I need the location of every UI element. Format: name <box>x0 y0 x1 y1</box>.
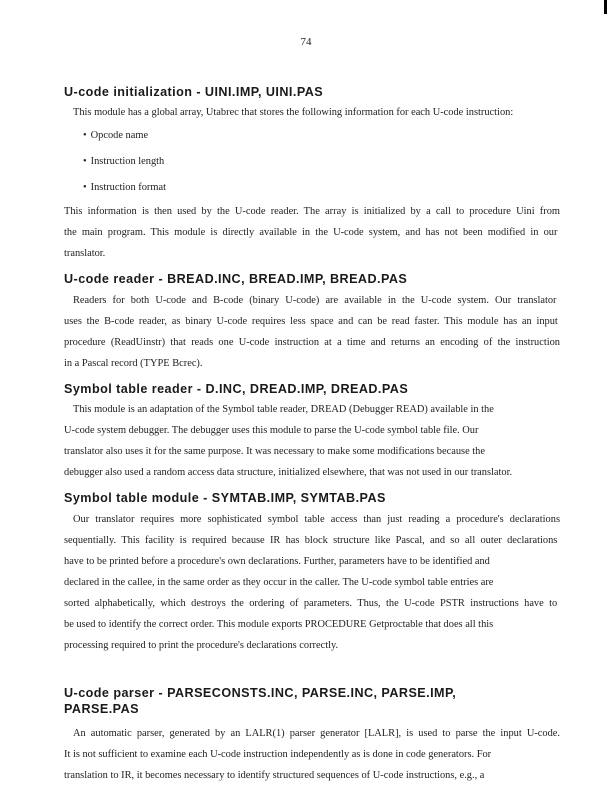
section-heading: U-code parser - PARSECONSTS.INC, PARSE.INC, PARSE.IMP, <box>64 686 457 700</box>
paragraph-line: sequentially. This facility is required because IR has block structure like Pascal, and so all outer declarations <box>64 535 558 546</box>
bullet-item: • Instruction length <box>83 155 164 168</box>
paragraph-line: This module is an adaptation of the Symbol table reader, DREAD (Debugger READ) available in the <box>73 404 494 415</box>
paragraph-line: translator. <box>64 248 106 259</box>
section-heading: U-code initialization - UINI.IMP, UINI.PAS <box>64 85 324 99</box>
paragraph-line: be used to identify the correct order. This module exports PROCEDURE Getproctable that does all this <box>64 619 494 630</box>
paragraph-line: An automatic parser, generated by an LALR(1) parser generator [LALR], is used to parse the input U-code. <box>73 728 560 739</box>
paragraph-line: sorted alphabetically, which destroys the ordering of parameters. Thus, the U-code PSTR instructions have to <box>64 598 558 609</box>
bullet-item: • Instruction format <box>83 181 166 194</box>
paragraph-line: It is not sufficient to examine each U-code instruction independently as is done in code generators. For <box>64 749 492 760</box>
paragraph-line: This information is then used by the U-code reader. The array is initialized by a call to procedure Uini from <box>64 206 560 217</box>
paragraph-line: debugger also used a random access data structure, initialized elsewhere, that was not used in our translator. <box>64 467 513 478</box>
scan-edge-mark <box>604 0 607 14</box>
paragraph-line: processing required to print the procedure's declarations correctly. <box>64 640 339 651</box>
paragraph-line: the main program. This module is directly available in the U-code system, and has not been modified in our <box>64 227 558 238</box>
paragraph-line: translation to IR, it becomes necessary to identify structured sequences of U-code instructions, e.g., a <box>64 770 485 781</box>
paragraph-line: procedure (ReadUinstr) that reads one U-code instruction at a time and returns an encoding of the instruction <box>64 337 560 348</box>
paragraph-line: U-code system debugger. The debugger uses this module to parse the U-code symbol table file. Our <box>64 425 479 436</box>
paragraph-line: declared in the callee, in the same order as they occur in the caller. The U-code symbol table entries are <box>64 577 494 588</box>
section-heading: Symbol table reader - D.INC, DREAD.IMP, DREAD.PAS <box>64 382 409 396</box>
paragraph-line: Readers for both U-code and B-code (binary U-code) are available in the U-code system. Our translator <box>73 295 557 306</box>
section-heading: Symbol table module - SYMTAB.IMP, SYMTAB.PAS <box>64 491 386 505</box>
paragraph-line: uses the B-code reader, as binary U-code requires less space and can be read faster. This module has an input <box>64 316 558 327</box>
paragraph-line: translator also uses it for the same purpose. It was necessary to make some modifications because the <box>64 446 485 457</box>
section-heading: PARSE.PAS <box>64 702 139 716</box>
bullet-item: • Opcode name <box>83 129 148 142</box>
section-heading: U-code reader - BREAD.INC, BREAD.IMP, BREAD.PAS <box>64 272 408 286</box>
page-number: 74 <box>300 36 312 48</box>
paragraph-line: have to be printed before a procedure's own declarations. Further, parameters have to be identified and <box>64 556 490 567</box>
paragraph-line: This module has a global array, Utabrec that stores the following information for each U-code instruction: <box>73 107 514 118</box>
paragraph-line: in a Pascal record (TYPE Bcrec). <box>64 358 203 369</box>
paragraph-line: Our translator requires more sophisticated symbol table access than just reading a procedure's declarations <box>73 514 560 525</box>
